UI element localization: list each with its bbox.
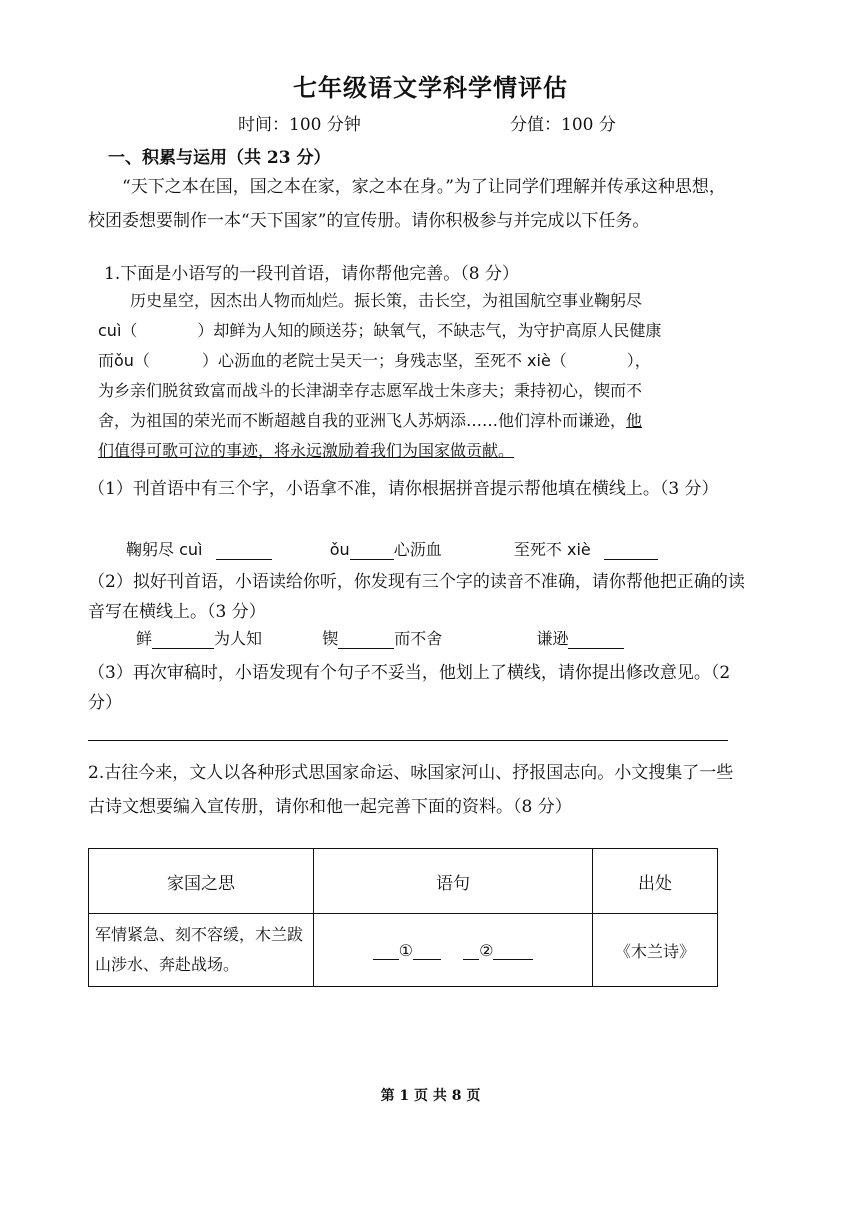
passage-line [98,346,738,376]
fill-row-2 [136,626,624,649]
passage-text: 舍，为祖国的荣光而不断超越自我的亚洲飞人苏炳添……他们淳朴而谦逊， [98,411,627,430]
answer-blank[interactable] [463,941,479,960]
fill-label: 而不舍 [394,629,443,648]
answer-blank[interactable] [493,941,533,960]
header-thought: 家国之思 [89,849,314,914]
sub-question-1: （1）刊首语中有三个字，小语拿不准，请你根据拼音提示帮他填在横线上。（3 分） [88,479,719,499]
fill-label: 鲜 [136,629,153,648]
answer-blank[interactable] [568,630,624,649]
underlined-sentence: 们值得可歌可泣的事迹，将永远激励着我们为国家做贡献。 [98,441,515,460]
poem-table [88,848,718,987]
exam-score: 分值：100 分 [510,115,616,135]
fill-label: 锲 [322,629,339,648]
header-source: 出处 [593,849,718,914]
answer-blank[interactable] [216,541,272,560]
passage-text: ）心沥血的老院士吴天一；身残志坚，至死不 xiè（ [201,351,567,370]
source-cell: 《木兰诗》 [593,914,718,987]
passage-line [98,406,738,436]
page-title: 七年级语文学科学情评估 [293,73,568,102]
exam-time: 时间：100 分钟 [238,115,361,135]
passage-line: 为乡亲们脱贫致富而战斗的长津湖幸存志愿军战士朱彦夫；秉持初心，锲而不 [98,381,643,400]
header-sentence: 语句 [314,849,593,914]
table-row [89,914,718,987]
question-1-stem: 1.下面是小语写的一段刊首语，请你帮他完善。（8 分） [104,264,519,284]
pinyin-cui: cuì（ [98,321,138,340]
answer-blank[interactable] [373,941,399,960]
fill-row-1 [126,537,658,560]
fill-label: 至死不 xiè [513,540,591,559]
blank-marker: ② [479,940,494,960]
passage-line: 历史星空，因杰出人物而灿烂。振长策，击长空，为祖国航空事业鞠躬尽 [130,291,643,310]
fill-label: 谦逊 [536,629,569,648]
pinyin-ou: 而ǒu（ [98,351,150,370]
answer-blank[interactable] [350,541,394,560]
section-heading: 一、积累与运用（共 23 分） [108,148,331,168]
fill-label: ǒu [329,540,350,559]
intro-paragraph: “天下之本在国，国之本在家，家之本在身。”为了让同学们理解并传承这种思想，校团委想要制作一本“天下国家”的宣传册。请你积极参与并完成以下任务。 [88,177,726,231]
fill-label: 心沥血 [393,540,442,559]
passage-line [98,316,738,346]
sub-question-2: （2）拟好刊首语，小语读给你听，你发现有三个字的读音不准确，请你帮他把正确的读音写在横线上。（3 分） [88,572,745,622]
sentence-cell[interactable] [314,914,593,987]
answer-line[interactable] [88,740,728,741]
passage-text: ）， [626,351,651,370]
passage-line [98,436,738,466]
sub-question-3: （3）再次审稿时，小语发现有个句子不妥当，他划上了横线，请你提出修改意见。（2 分） [88,663,731,713]
answer-blank[interactable] [413,941,441,960]
passage-text: ）却鲜为人知的顾送芬；缺氧气，不缺志气，为守护高原人民健康 [197,321,662,340]
answer-blank[interactable] [604,541,658,560]
blank-marker: ① [398,940,413,960]
thought-cell: 军情紧急、刻不容缓，木兰跋山涉水、奔赴战场。 [89,914,314,987]
table-header-row [89,849,718,914]
underlined-sentence: 他 [626,411,643,430]
answer-blank[interactable] [338,630,394,649]
question-2-stem: 2.古往今来，文人以各种形式思国家命运、咏国家河山、抒报国志向。小文搜集了一些古诗文想要编入宣传册，请你和他一起完善下面的资料。（8 分） [88,763,734,817]
answer-blank[interactable] [152,630,214,649]
fill-label: 鞠躬尽 cuì [126,540,203,559]
fill-label: 为人知 [214,629,263,648]
page-footer: 第 1 页 共 8 页 [380,1088,481,1104]
passage [98,286,738,466]
